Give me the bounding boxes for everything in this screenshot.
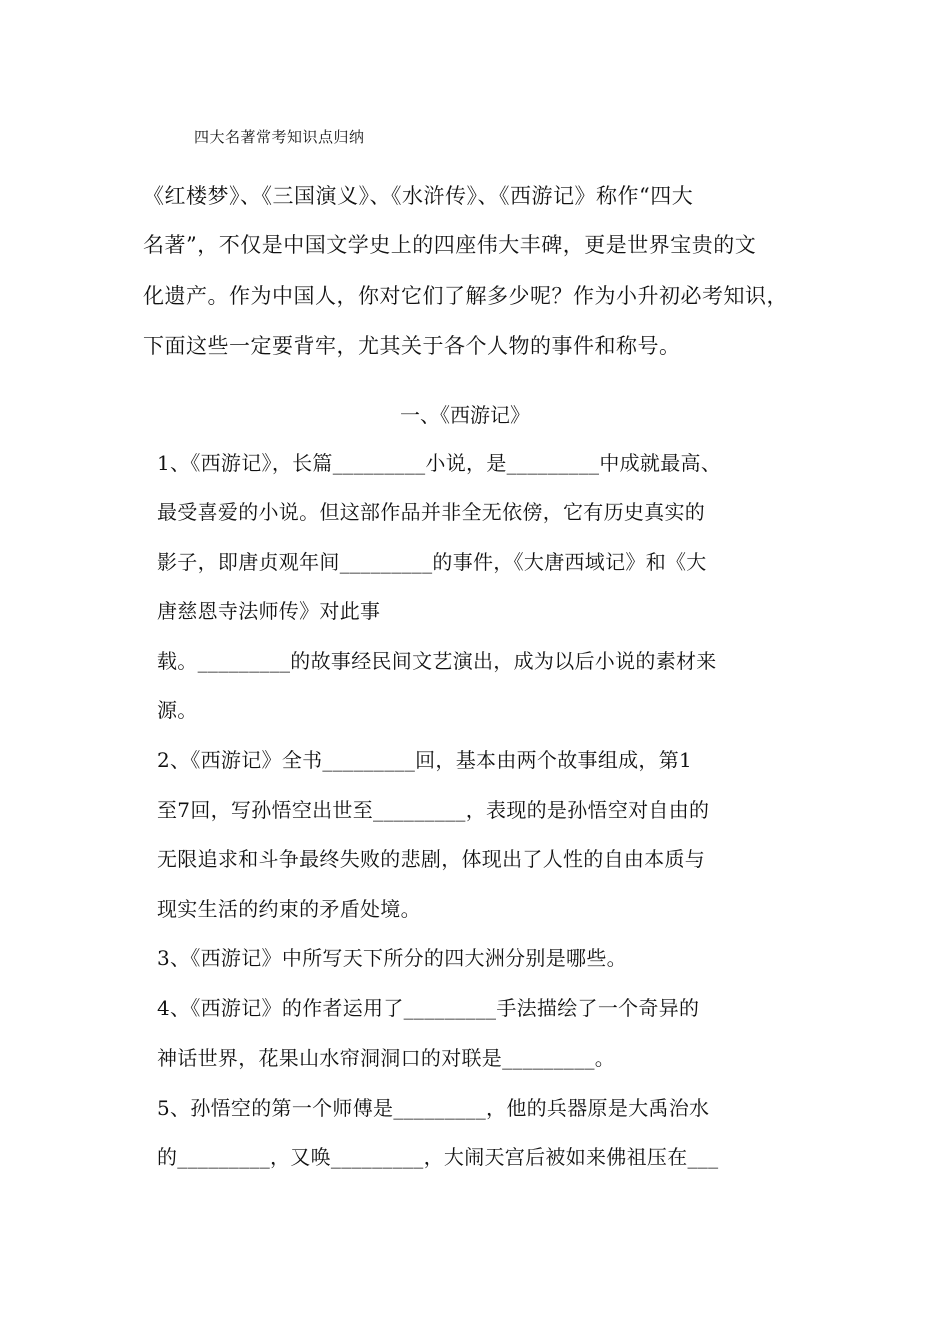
intro-line: 化遗产。作为中国人，你对它们了解多少呢？作为小升初必考知识， (143, 284, 788, 308)
question-line: 最受喜爱的小说。但这部作品并非全无依傍，它有历史真实的 (157, 500, 706, 524)
question-line: 2、《西游记》全书_________回，基本由两个故事组成，第1 (157, 748, 693, 772)
question-line: 的_________，又唤_________，大闹天宫后被如来佛祖压在___ (157, 1145, 719, 1169)
question-line: 源。 (157, 698, 198, 722)
intro-line: 名著”，不仅是中国文学史上的四座伟大丰碑，更是世界宝贵的文 (143, 233, 757, 257)
document-title: 四大名著常考知识点归纳 (194, 128, 365, 146)
intro-line: 《红楼梦》、《三国演义》、《水浒传》、《西游记》称作“四大 (143, 184, 694, 208)
question-line: 1、《西游记》，长篇_________小说，是_________中成就最高、 (157, 451, 722, 475)
question-line: 无限追求和斗争最终失败的悲剧，体现出了人性的自由本质与 (157, 847, 706, 871)
question-line: 影子，即唐贞观年间_________的事件，《大唐西域记》和《大 (157, 550, 707, 574)
question-line: 唐慈恩寺法师传》对此事 (157, 599, 381, 623)
intro-line: 下面这些一定要背牢，尤其关于各个人物的事件和称号。 (143, 334, 681, 358)
question-line: 4、《西游记》的作者运用了_________手法描绘了一个奇异的 (157, 996, 700, 1020)
question-line: 现实生活的约束的矛盾处境。 (157, 897, 421, 921)
question-line: 神话世界，花果山水帘洞洞口的对联是_________。 (157, 1046, 616, 1070)
section-heading: 一、《西游记》 (400, 403, 530, 427)
question-line: 3、《西游记》中所写天下所分的四大洲分别是哪些。 (157, 946, 627, 970)
question-line: 至7回，写孙悟空出世至_________，表现的是孙悟空对自由的 (157, 798, 710, 822)
question-line: 5、孙悟空的第一个师傅是_________，他的兵器原是大禹治水 (157, 1096, 710, 1120)
question-line: 载。_________的故事经民间文艺演出，成为以后小说的素材来 (157, 649, 717, 673)
